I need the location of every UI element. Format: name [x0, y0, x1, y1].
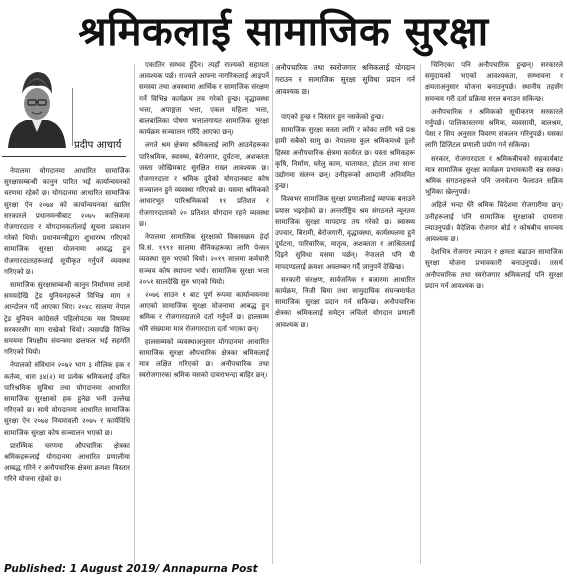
paragraph: सरकार, रोजगारदाता र श्रमिकबीचको सहकार्यबाट मात्र सामाजिक सुरक्षा कार्यक्रम प्रभावकारी बन्न सक्छ। श्रमिक संगठनहरूले पनि जनचेतना फैलाउन सक्रिय भूमिका खेल्नुपर्छ। [425, 154, 563, 197]
paragraph: हालसम्मको व्यवस्थाअनुसार योगदानमा आधारित सामाजिक सुरक्षा औपचारिक क्षेत्रका श्रमिकलाई मात्र लक्षित गरिएको छ। अनौपचारिक तथा स्वरोजगारका श्रमिक यसको दायराभन्दा बाहिर छन्। [139, 337, 269, 380]
author-separator [72, 88, 73, 146]
author-box [2, 62, 127, 164]
article-column-1 [4, 166, 130, 564]
paragraph: लगते श्रम क्षेत्रमा श्रमिकलाई लागि आउनेहरूका पारिश्रमिक, स्वास्थ्य, बेरोजगार, दुर्घटना, अशक्तता जस्ता जोखिमबाट सुरक्षित राख्न आवश्यक छ। रोजगारदाता र श्रमिक दुवैको योगदानबाट कोष सञ्चालन हुने व्यवस्था गरिएको छ। यसमा श्रमिकको आधारभूत पारिश्रमिकको ११ प्रतिशत र रोजगारदाताको २० प्रतिशत योगदान रहने व्यवस्था छ। [139, 141, 269, 228]
author-photo [2, 62, 72, 148]
author-name: प्रदीप आचार्य [74, 140, 122, 151]
paragraph: २०७६ साउन १ बाट पूर्ण रूपमा कार्यान्वयनमा आएको सामाजिक सुरक्षा योजनामा आबद्ध हुन श्रमिक र रोजगारदाताले दर्ता गर्नुपर्ने छ। हालसम्म थोरै संख्यामा मात्र रोजगारदाता दर्ता भएका छन्। [139, 291, 269, 333]
paragraph: नेपालको संविधान २०७२ भाग ३ मौलिक हक र कर्तव्य, धारा ३४(२) मा प्रत्येक श्रमिकलाई उचित पारिश्रमिक सुविधा तथा योगदानमा आधारित सामाजिक सुरक्षाको हक हुनेछ भनी उल्लेख गरिएको छ। साथै योगदानमा आधारित सामाजिक सुरक्षा ऐन २०७४ नियमावली २०७५ र कार्यविधि सामाजिक सुरक्षा कोष सञ्चालन भएको छ। [4, 361, 130, 437]
paragraph: सामाजिक सुरक्षासम्बन्धी कानुन निर्माणमा लामो समयदेखि ट्रेड युनियनहरूले विभिन्न माग र आन्दोलन गर्दै आएका थिए। २०४८ सालमा नेपाल ट्रेड युनियन कांग्रेसले पहिलोपटक यस विषयमा सरकारसँग माग राखेको थियो। त्यसपछि विभिन्न समयमा त्रिपक्षीय संयन्त्रमा छलफल भई सहमति गरिएको थियो। [4, 281, 130, 357]
intro-summary [275, 62, 415, 98]
headline: श्रमिकलाई सामाजिक सुरक्षा [78, 9, 489, 55]
column-divider [420, 64, 421, 564]
column-divider [134, 64, 135, 564]
paragraph: विश्वभर सामाजिक सुरक्षा प्रणालीलाई व्यापक बनाउने प्रयास भइरहेको छ। अन्तर्राष्ट्रिय श्रम संगठनले न्यूनतम सामाजिक सुरक्षा मापदण्ड तय गरेको छ। स्वास्थ्य उपचार, बिरामी, बेरोजगारी, वृद्धावस्था, कार्यस्थलमा हुने दुर्घटना, पारिवारिक, मातृत्व, अशक्तता र आश्रितलाई दिइने सुविधा यसमा पर्छन्। नेपालले पनि यी मापदण्डलाई क्रमशः अवलम्बन गर्दै जानुपर्ने देखिन्छ। [275, 195, 415, 271]
paragraph: प्रारम्भिक चरणमा औपचारिक क्षेत्रका श्रमिकहरूलाई योगदानमा आधारित प्रणालीमा आबद्ध गरिने र अनौपचारिक क्षेत्रमा क्रमशः विस्तार गरिने योजना रहेको छ। [4, 441, 130, 484]
paragraph: एकातिर सम्भव हुँदैन। त्यहाँ राज्यको सहायता आवश्यक पर्छ। राज्यले आफ्ना नागरिकलाई आइपर्ने समस्या तथा अवस्थामा आर्थिक र सामाजिक संरक्षण गर्ने विभिन्न कार्यक्रम तय गरेको हुन्छ। वृद्धावस्था भत्ता, अपाङ्गता भत्ता, एकल महिला भत्ता, बालबालिका पोषण भत्तालगायत सामाजिक सुरक्षा कार्यक्रम सञ्चालन गरिँदै आएका छन्। [139, 61, 269, 137]
author-rule [2, 156, 126, 157]
paragraph: अनौपचारिक र श्रमिकको सूचीकरण सरकारले गर्नुपर्छ। पालिकास्तरमा श्रमिक, व्यवसायी, बालश्रम, पेसा र सिप अनुसार विवरण संकलन गरिनुपर्छ। यसका लागि डिजिटल प्रणाली प्रयोग गर्न सकिन्छ। [425, 107, 563, 150]
paragraph: देशभित्र रोजगार ल्याउन र क्षमता बढाउन सामाजिक सुरक्षा योजना प्रभावकारी बनाउनुपर्छ। तसर्थ अनौपचारिक तथा स्वरोजगार श्रमिकलाई पनि सुरक्षा प्रदान गर्न आवश्यक छ। [425, 248, 563, 290]
paragraph: सरकारी संरक्षण, सार्वजनिक र बजारमा आधारित कार्यक्रम, निजी बिमा तथा सामुदायिक संयन्त्रमार्फत सामाजिक सुरक्षा प्रदान गर्न सकिन्छ। अनौपचारिक क्षेत्रका श्रमिकलाई समेट्न लचिलो योगदान प्रणाली आवश्यक छ। [275, 275, 415, 329]
paragraph: सामाजिक सुरक्षा कस्ता लागि र कोका लागि भन्ने प्रश्न हामी सबैको सामु छ। नेपालमा कुल श्रमिकमध्ये ठूलो हिस्सा अनौपचारिक क्षेत्रमा कार्यरत छ। यस्ता श्रमिकहरू कृषि, निर्माण, घरेलु काम, यातायात, होटल तथा साना उद्योगमा संलग्न छन्। उनीहरूको आम्दानी अनियमित हुन्छ। [275, 126, 415, 191]
column-divider [272, 64, 273, 564]
intro-text: अनौपचारिक तथा स्वरोजगार श्रमिकलाई योगदान गराउन र सामाजिक सुरक्षा सुविधा प्रदान गर्न आवश्यक छ। [275, 63, 415, 96]
publication-credit: Published: 1 August 2019/ Annapurna Post [4, 563, 258, 575]
paragraph: नेपालमा सामाजिक सुरक्षाको विकासक्रम हेर्दा वि.सं. १९९१ सालमा सैनिकहरूका लागि पेन्सन व्यवस्था सुरु भएको थियो। २०१९ सालमा कर्मचारी सञ्चय कोष स्थापना भयो। सामाजिक सुरक्षा भत्ता २०५१ सालदेखि सुरु भएको थियो। [139, 233, 269, 286]
paragraph: चिनिएका पनि अनौपचारिक हुन्छन्। सरकारले समुदायको भएको आवश्यकता, सम्भावना र क्षमताअनुसार योजना बनाउनुपर्छ। स्थानीय तहसँग समन्वय गरी दर्ता प्रक्रिया सरल बनाउन सकिन्छ। [425, 61, 563, 103]
paragraph: पाएको हुन्छ र विस्तार हुन नसकेको हुन्छ। [281, 113, 384, 121]
article-column-2 [139, 60, 269, 566]
article-column-4 [425, 60, 563, 566]
paragraph: नेपालमा योगदानमा आधारित सामाजिक सुरक्षासम्बन्धी कानुन पारित भई कार्यान्वयनको चरणमा रहेको छ। योगदानमा आधारित सामाजिक सुरक्षा ऐन २०७४ को कार्यान्वयनका खातिर सरकारले प्रधानमन्त्रीबाट २०७५ कात्तिकमा रोजगारदाता र योगदानकर्तालाई सूचना प्रकाशन गरेको थियो। प्रधानमन्त्रीद्वारा शुभारम्भ गरिएको सामाजिक सुरक्षा योजनामा आवद्ध हुन रोजगारदाताहरूलाई सूचीकृत गर्नुपर्ने व्यवस्था गरिएको छ। [4, 167, 130, 276]
article-column-3 [275, 112, 415, 564]
paragraph: अहिले भन्दा धेरै श्रमिक विदेशमा रोजगारीमा छन्। उनीहरूलाई पनि सामाजिक सुरक्षाको दायरामा ल्याउनुपर्छ। वैदेशिक रोजगार बोर्ड र कोषबीच समन्वय आवश्यक छ। [425, 201, 563, 244]
